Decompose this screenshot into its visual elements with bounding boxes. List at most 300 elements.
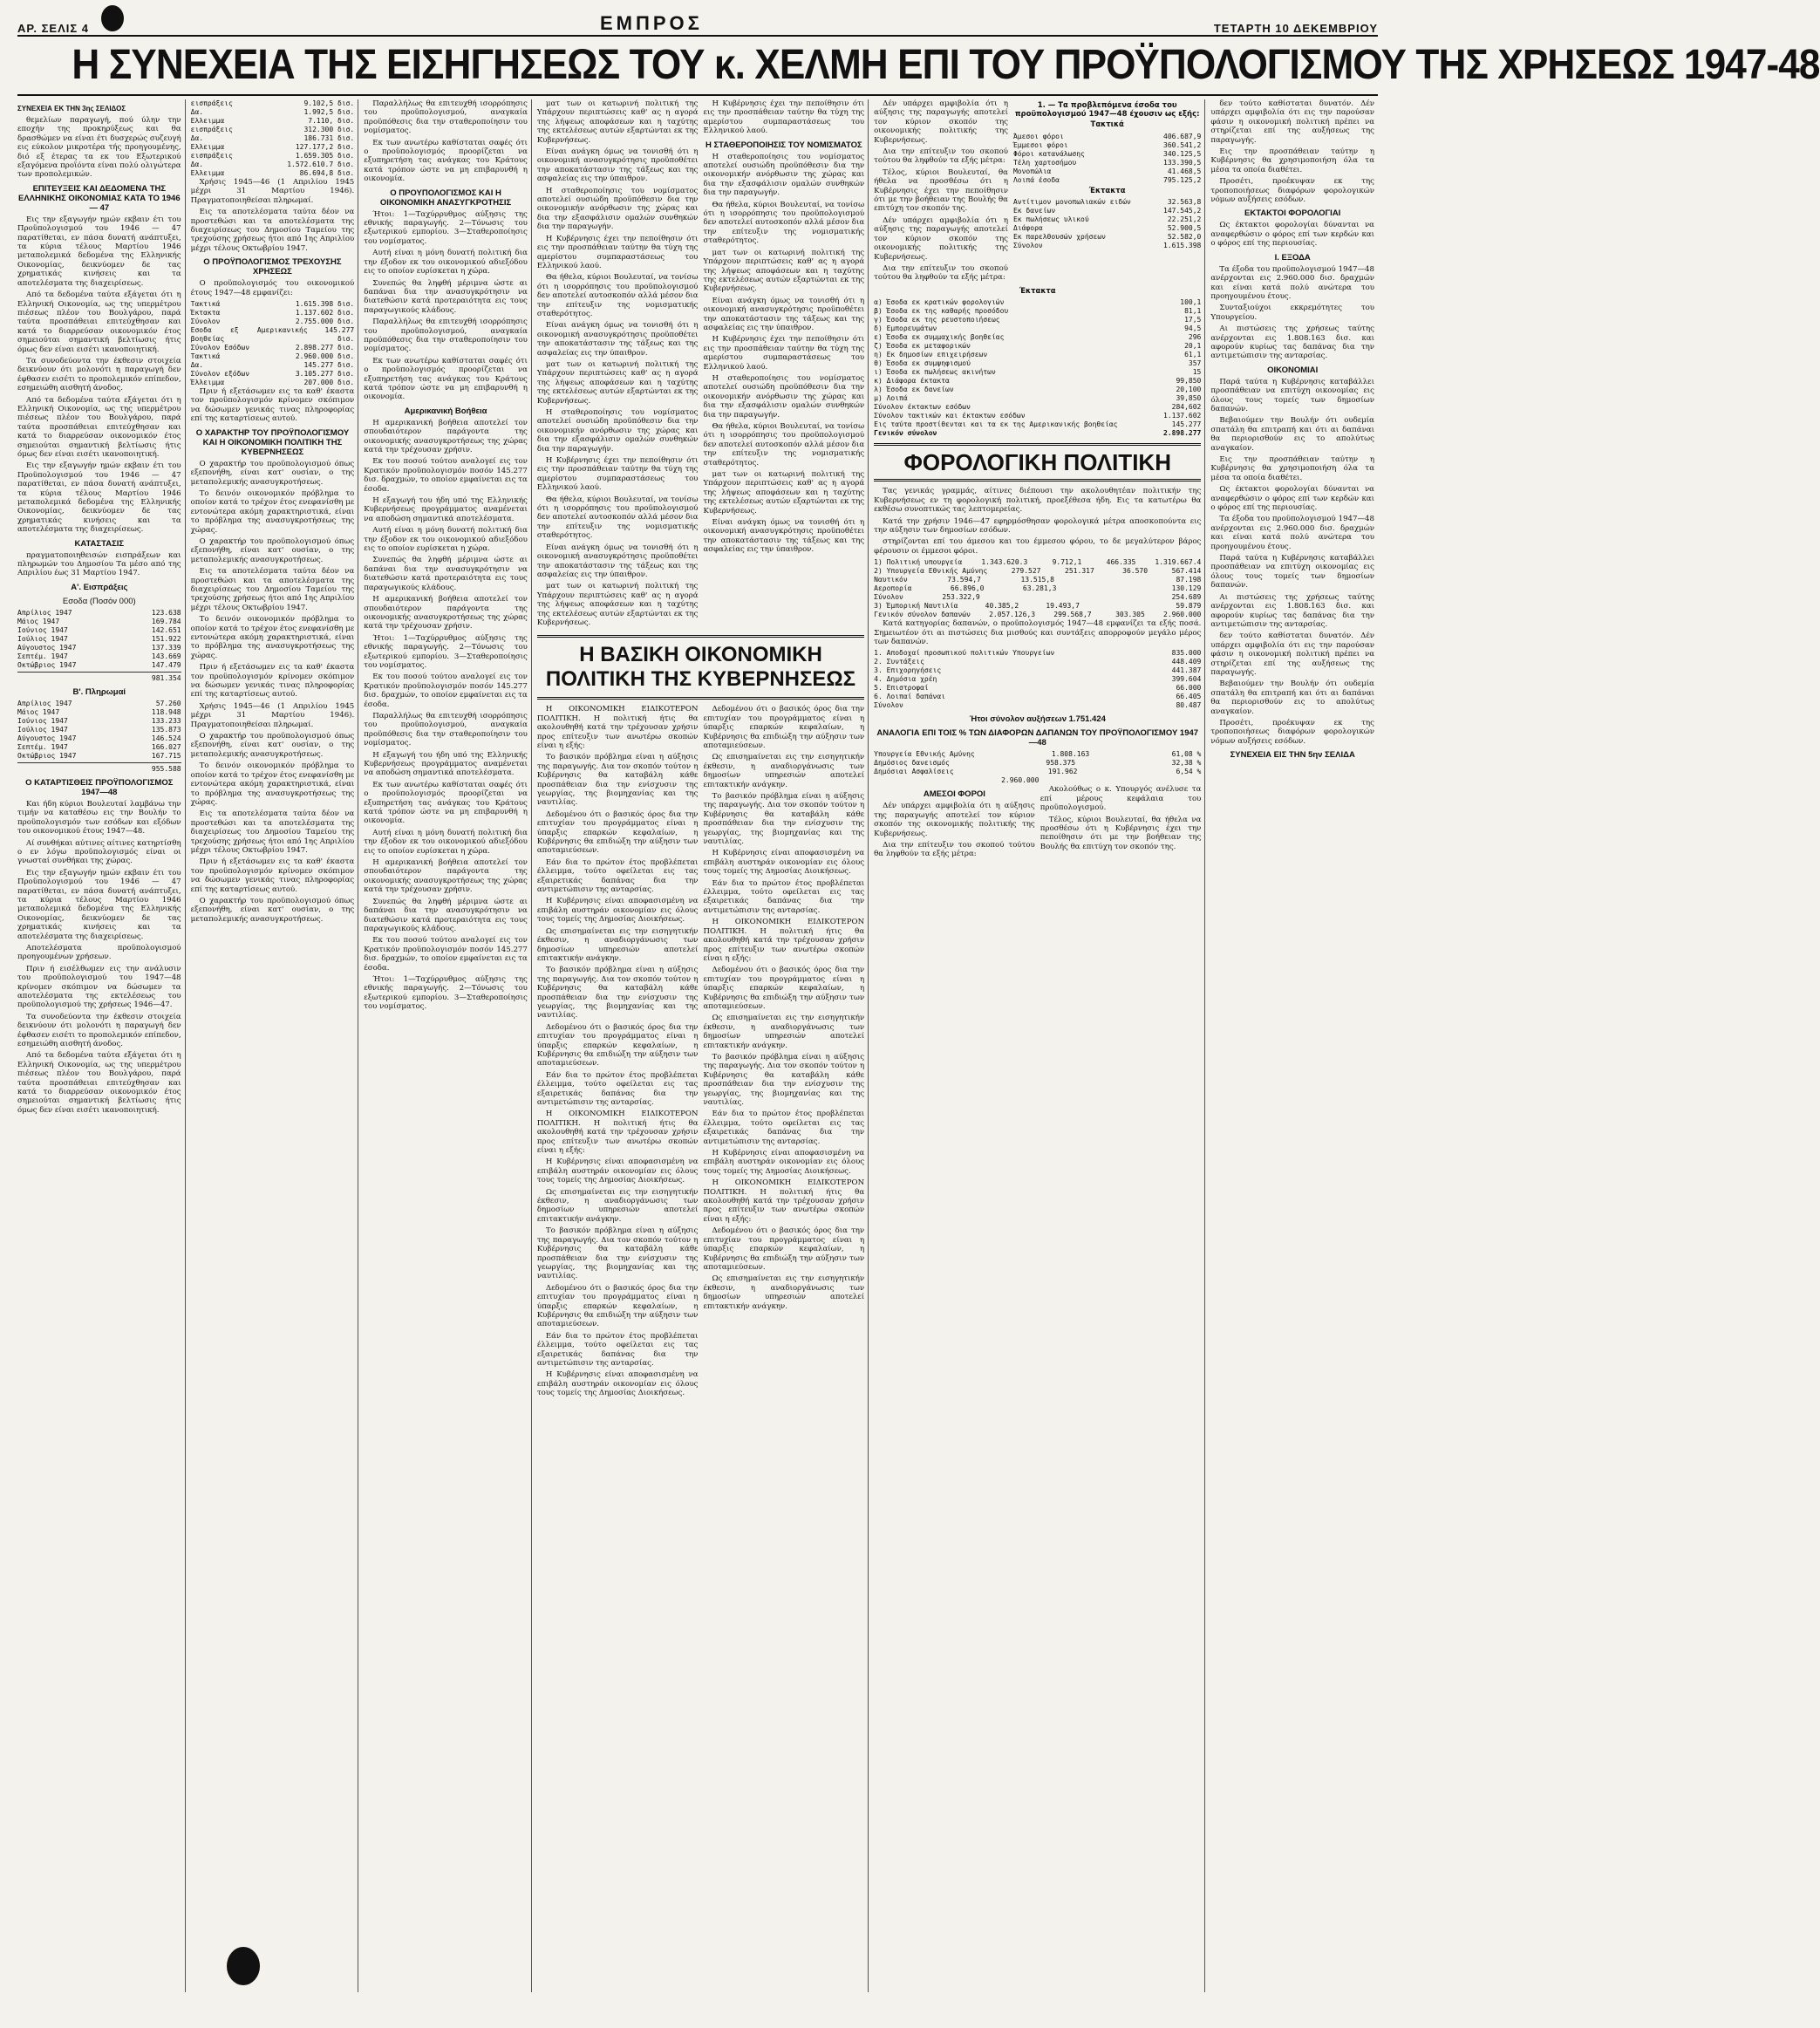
row-value: 39,850: [1176, 394, 1202, 403]
subheading: ΟΙΚΟΝΟΜΙΑΙ: [1267, 365, 1319, 375]
row-value: 406.687,9: [1163, 132, 1202, 140]
receipt-row: [17, 652, 181, 661]
row-label: Ιούλιος 1947: [17, 634, 68, 643]
row-label: Λοιπά έσοδα: [1012, 175, 1060, 184]
row-label: Σύνολον Εσόδων: [190, 344, 250, 352]
paragraph: ματ των οι κατωρινή πολιτική της Υπάρχουν περιπτώσεις καθ' ας η αγορά της λήψεως αποφάσεων και η ταχύτης της εκτελέσεως αυτών εξαρτώνται εκ της Κυβερνήσεως.: [536, 582, 699, 627]
row-label: Οκτώβριος 1947: [17, 751, 77, 760]
paragraph: Προσέτι, προέκυψαν εκ της τροποποιήσεως διαφόρων φορολογικών νόμων αυξήσεις εσόδων.: [1210, 718, 1374, 746]
row-value: 151.922: [151, 634, 181, 643]
paragraph: Εκ του ποσού τούτου αναλογεί εις τον Κρατικόν προϋπολογισμόν ποσόν 145.277 δισ. δραχμών, το οποίον εμφαίνεται εις τα έσοδα.: [364, 673, 528, 709]
subheading: ΕΚΤΑΚΤΟΙ ΦΟΡΟΛΟΓΙΑΙ: [1244, 208, 1341, 219]
sum-label: Σύνολον: [1012, 242, 1043, 250]
expenditure-detail-row: [874, 701, 1201, 710]
paragraph: Η Κυβέρνησις είναι αποφασισμένη να επιβάλη αυστηράν οικονομίαν εις όλους τους τομείς της Δημοσίας Διοικήσεως.: [703, 849, 865, 877]
row-label: εισπράξεις: [190, 126, 233, 133]
paragraph: Πριν ή εξετάσωμεν εις τα καθ' έκαστα τον προϋπολογισμόν κρίνομεν σκόπιμον να δώσωμεν γενικάς τινας πληροφορίας επί της καταρτίσεως αυτού.: [190, 857, 355, 894]
budget-row: [191, 300, 355, 309]
paragraph: Εάν δια το πρώτον έτος προβλέπεται έλλειμμα, τούτο οφείλεται εις τας εξαιρετικάς δαπάνας δια την αντιμετώπισιν της ανταρσίας.: [536, 857, 699, 895]
column-3: [364, 99, 532, 1992]
row-value: 13.515,8: [1020, 576, 1054, 584]
paragraph: δεν τούτο καθίσταται δυνατόν. Δέν υπάρχει αμφιβολία ότι εις την παρούσαν φάσιν η οικονομική πολιτική πρέπει να στηρίζεται επί της αυξήσεως της παραγωγής.: [1210, 99, 1374, 145]
expenditure-detail-row: [874, 658, 1201, 666]
ratio-table: [874, 750, 1201, 785]
row-value: 100,1: [1180, 298, 1202, 307]
paragraph: Κατά την χρήσιν 1946—47 εφηρμόσθησαν φορολογικά μέτρα αποσκοπούντα εις την αύξησιν των δημοσίων εσόδων.: [874, 516, 1202, 535]
extraordinary-revenue: [874, 288, 1201, 439]
row-label: Σύνολον: [190, 318, 221, 326]
row-value: 32.563,8: [1167, 198, 1202, 207]
paragraph: Η αμερικανική βοήθεια αποτελεί τον σπουδαιότερον παράγοντα της οικονομικής ανασυγκροτήσεως της χώρας κατά την τρέχουσαν χρήσιν.: [364, 595, 528, 632]
row-label: Ελλειμμα: [190, 117, 225, 125]
receipt-row: [17, 644, 181, 652]
fiscal-row: [191, 126, 355, 134]
paragraph: Δέν υπάρχει αμφιβολία ότι η αύξησις της παραγωγής αποτελεί τον κύριον σκοπόν της οικονομικής πολιτικής της Κυβερνήσεως.: [874, 802, 1035, 838]
paragraph: Ήτοι: 1—Ταχύρρυθμος αύξησις της εθνικής παραγωγής. 2—Τόνωσις του εξωτερικού εμπορίου. 3—Σταθεροποίησις του νομίσματος.: [364, 209, 528, 246]
row-label: 5. Επιστροφαί: [874, 684, 929, 693]
row-value: 19.493,7: [1046, 602, 1080, 611]
row-label: λ) Έσοδα εκ δανείων: [874, 386, 954, 394]
paragraph: Δέν υπάρχει αμφιβολία ότι η αύξησις της παραγωγής αποτελεί τον κύριον σκοπόν της οικονομικής πολιτικής της Κυβερνήσεως.: [874, 215, 1008, 262]
paragraph: Δια την επίτευξιν του σκοπού τούτου θα ληφθούν τα εξής μέτρα:: [874, 147, 1008, 166]
row-value: 299.568,7: [1053, 611, 1092, 619]
paragraph: Η ΟΙΚΟΝΟΜΙΚΗ ΕΙΔΙΚΟΤΕΡΟΝ ΠΟΛΙΤΙΚΗ. Η πολιτική ήτις θα ακολουθηθή κατά την τρέχουσαν χρήσιν προς επίτευξιν των ανωτέρω σκοπών είναι η εξής:: [536, 705, 699, 750]
paragraph: Θα ήθελα, κύριοι Βουλευταί, να τονίσω ότι η ισορρόπησις του προϋπολογισμού δεν αποτελεί αυτοσκοπόν αλλά μέσον δια την επίτευξιν της νομισματικής σταθερότητος.: [703, 200, 865, 246]
expenditure-detail-row: [874, 675, 1201, 684]
revenue-row: [874, 324, 1201, 333]
revenue-sum: [874, 412, 1201, 420]
row-value: 143.669: [151, 652, 181, 660]
row-label: μ) Λοιπά: [874, 394, 908, 403]
paragraph: Θα ήθελα, κύριοι Βουλευταί, να τονίσω ότι η ισορρόπησις του προϋπολογισμού δεν αποτελεί αυτοσκοπόν αλλά μέσον δια την επίτευξιν της νομισματικής σταθερότητος.: [703, 422, 865, 468]
paragraph: Τα έξοδα του προϋπολογισμού 1947—48 ανέρχονται εις 2.960.000 δισ. δραχμών και είναι κατά πολύ ανώτερα του προηγουμένου έτους.: [1210, 515, 1374, 551]
paragraph: πραγματοποιηθεισών εισπράξεων και πληρωμών του Δημοσίου Τα μέσο από της Απριλίου έως 31 Μαρτίου 1947.: [17, 550, 181, 578]
row-value: 127.177,2 δισ.: [295, 143, 355, 151]
row-label: Τακτικά: [190, 352, 221, 361]
revenue-row: [1013, 198, 1201, 207]
row-value: 61,1: [1184, 351, 1202, 359]
paragraph: Χρήσις 1945—46 (1 Απριλίου 1945 μέχρι 31 Μαρτίου 1946). Πραγματοποιηθείσαι πληρωμαί.: [190, 178, 355, 205]
paragraph: Βεβαιούμεν την Βουλήν ότι ουδεμία σπατάλη θα επιτραπή και ότι αι δαπάναι θα περιορισθούν εις το απολύτως αναγκαίον.: [1210, 416, 1374, 453]
paragraph: Συνεπώς θα ληφθή μέριμνα ώστε αι δαπάναι δια την ανασυγκρότησιν να διατεθώσιν κατά προτεραιότητα εις τους παραγωγικούς κλάδους.: [364, 556, 528, 592]
paragraph: Αι πιστώσεις της χρήσεως ταύτης ανέρχονται εις 1.808.163 δισ. και αφορούν κυρίως τας δαπάνας δια την αντιμετώπισιν της ανταρσίας.: [1210, 592, 1374, 629]
row-value: 1.572.610.7 δισ.: [287, 160, 355, 168]
row-value: 32,38 %: [1171, 759, 1202, 768]
payment-row: [17, 700, 181, 708]
row-label: 1) Πολιτική υπουργεία: [874, 558, 963, 567]
row-value: 357: [1188, 359, 1202, 368]
column-pair: [537, 705, 864, 1400]
paragraph: Είναι ανάγκη όμως να τονισθή ότι η οικονομική ανασυγκρότησις προϋποθέτει την αποκατάστασιν της τάξεως και της ασφαλείας εις την ύπαιθρον.: [536, 543, 699, 579]
column-4-5: [537, 99, 869, 1992]
row-value: 7.110, δισ.: [308, 117, 355, 125]
paragraph: Προσέτι, προέκυψαν εκ της τροποποιήσεως διαφόρων φορολογικών νόμων αυξήσεις εσόδων.: [1210, 177, 1374, 205]
row-value: 41.468,5: [1167, 167, 1202, 175]
budget-row: [191, 379, 355, 387]
row-value: 312.300 δισ.: [303, 126, 355, 133]
sum-value: 284,602: [1171, 403, 1202, 412]
row-value: 6,54 %: [1176, 768, 1202, 776]
row-label: Μονοπώλια: [1012, 167, 1052, 175]
row-label: Έκτακτα: [190, 309, 221, 318]
receipts-total-value: 981.354: [151, 673, 181, 682]
row-value: 360.541,2: [1163, 140, 1202, 149]
paragraph: Τας γενικάς γραμμάς, αίτινες διέπουσι την ακολουθητέαν πολιτικήν της Κυβερνήσεως εν τη φορολογική πολιτική, προεξέθεσα ήδη. Εις τα κατωτέρω θα εκθέσω συνοπτικώς τας λεπτομερείας.: [874, 487, 1202, 515]
paragraph: Ο χαρακτήρ του προϋπολογισμού όπως εξεπονήθη, είναι κατ' ουσίαν, ο της μεταπολεμικής ανασυγκροτήσεως.: [190, 732, 355, 759]
row-label: κ) Διάφορα έκτακτα: [874, 377, 950, 386]
row-value: 133.233: [151, 716, 181, 725]
row-value: 191.962: [1047, 768, 1078, 776]
row-label: Δα.: [190, 361, 204, 370]
subheading: Εσοδα (Ποσόν 000): [62, 596, 136, 606]
column-pair: [874, 99, 1201, 285]
fiscal-figures: [191, 99, 355, 178]
row-value: 279.527: [1011, 567, 1041, 576]
row-label: 6. Λοιπαί δαπάναι: [874, 693, 946, 701]
paragraph: ματ των οι κατωρινή πολιτική της Υπάρχουν περιπτώσεις καθ' ας η αγορά της λήψεως αποφάσεων και η ταχύτης της εκτελέσεως αυτών εξαρτώνται εκ της Κυβερνήσεως.: [536, 99, 699, 145]
paragraph: Η Κυβέρνησις είναι αποφασισμένη να επιβάλη αυστηράν οικονομίαν εις όλους τους τομείς της Δημοσίας Διοικήσεως.: [536, 1370, 699, 1398]
paragraph: Συνεπώς θα ληφθή μέριμνα ώστε αι δαπάναι δια την ανασυγκρότησιν να διατεθώσιν κατά προτεραιότητα εις τους παραγωγικούς κλάδους.: [364, 278, 528, 315]
row-value: 1.808.163: [1051, 750, 1090, 759]
row-value: 87.198: [1176, 576, 1202, 584]
issue-date: ΤΕΤΑΡΤΗ 10 ΔΕΚΕΜΒΡΙΟΥ: [1213, 22, 1378, 35]
paragraph: στηρίζονται επί του άμεσου και του έμμεσου φόρου, το δε μεγαλύτερον βάρος φέρουσιν οι έμμεσοι φόροι.: [874, 537, 1202, 556]
row-value: 567.414: [1171, 567, 1202, 576]
paragraph: Αυτή είναι η μόνη δυνατή πολιτική δια την έξοδον εκ του οικονομικού αδιεξόδου εις το οποίον ευρίσκεται η χώρα.: [364, 828, 528, 856]
row-value: 73.594,7: [947, 576, 981, 584]
revenue-grand-total: [874, 429, 1201, 438]
row-value: 86.694,8 δισ.: [299, 169, 355, 177]
paragraph: Εις τα αποτελέσματα ταύτα δέον να προστεθώσι και τα αποτελέσματα της διαχειρίσεως του Δημοσίου Ταμείου της τρεχούσης χρήσεως ήτοι από 1ης Απριλίου μέχρι τέλους Οκτωβρίου 1947.: [190, 208, 355, 253]
article-columns: [17, 99, 1378, 1992]
paragraph: Ως επισημαίνεται εις την εισηγητικήν έκθεσιν, η αναδιοργάνωσις των δημοσίων υπηρεσιών αποτελεί επιτακτικήν ανάγκην.: [703, 1014, 865, 1050]
paragraph: Δεδομένου ότι ο βασικός όρος δια την επιτυχίαν του προγράμματος είναι η ύπαρξις επαρκών κεφαλαίων, η Κυβέρνησις θα επιδιώξη την αύξησιν των αποταμιεύσεων.: [536, 1022, 699, 1069]
paragraph: Ως επισημαίνεται εις την εισηγητικήν έκθεσιν, η αναδιοργάνωσις των δημοσίων υπηρεσιών αποτελεί επιτακτικήν ανάγκην.: [536, 1187, 699, 1224]
row-label: Εκ πωλήσεως υλικού: [1012, 215, 1089, 224]
paragraph: Η εξαγωγή του ήδη υπό της Ελληνικής Κυβερνήσεως προγράμματος αναμένεται να αποδώση σημαντικά αποτελέσματα.: [364, 496, 528, 523]
row-value: 1.137.602 δισ.: [295, 309, 355, 318]
paragraph: Παραλλήλως θα επιτευχθή ισορρόπησις του προϋπολογισμού, αναγκαία προϋπόθεσις δια την σταθεροποίησιν του νομίσματος.: [364, 318, 528, 354]
row-label: α) Έσοδα εκ κρατικών φορολογιών: [874, 298, 1005, 307]
paragraph: Δεδομένου ότι ο βασικός όρος δια την επιτυχίαν του προγράμματος είναι η ύπαρξις επαρκών κεφαλαίων, η Κυβέρνησις θα επιδιώξη την αύξησιν των αποταμιεύσεων.: [703, 966, 865, 1011]
row-label: η) Εκ δημοσίων επιχειρήσεων: [874, 351, 988, 359]
revenue-row: [874, 394, 1201, 403]
subheading: I. ΕΞΟΔΑ: [1274, 252, 1311, 263]
row-label: Φόροι κατανάλωσης: [1012, 149, 1085, 158]
row-label: Εκ παρελθουσών χρήσεων: [1012, 233, 1106, 242]
expenditure-row: [874, 567, 1201, 576]
row-value: 40.385,2: [985, 602, 1019, 611]
paragraph: Παραλλήλως θα επιτευχθή ισορρόπησις του προϋπολογισμού, αναγκαία προϋπόθεσις δια την σταθεροποίησιν του νομίσματος.: [364, 711, 528, 748]
ink-blot: [101, 5, 124, 31]
row-label: Ελλειμμα: [190, 169, 225, 177]
paragraph: δεν τούτο καθίσταται δυνατόν. Δέν υπάρχει αμφιβολία ότι εις την παρούσαν φάσιν η οικονομική πολιτική πρέπει να στηρίζεται επί της αυξήσεως της παραγωγής.: [1210, 632, 1374, 677]
expenditure-row: [874, 584, 1201, 593]
row-label: Οκτώβριος 1947: [17, 660, 77, 669]
revenue-table: [1013, 99, 1201, 285]
row-label: εισπράξεις: [190, 99, 233, 107]
row-value: 52.582,0: [1167, 233, 1202, 242]
paragraph: Τέλος, κύριοι Βουλευταί, θα ήθελα να προσθέσω ότι η Κυβέρνησις έχει την πεποίθησιν ότι με την βοήθειαν της Βουλής θα επιτύχη τον σκοπόν της.: [1040, 815, 1202, 851]
revenue-subtitle: Τακτικά: [1090, 120, 1124, 130]
row-value: 303.305: [1115, 611, 1145, 619]
paragraph: Ως έκτακτοι φορολογίαι δύνανται να αναφερθώσιν ο φόρος επί των κερδών και ο φόρος επί της περιουσίας.: [1210, 221, 1374, 249]
paragraph: Είναι ανάγκη όμως να τονισθή ότι η οικονομική ανασυγκρότησις προϋποθέτει την αποκατάστασιν της τάξεως και της ασφαλείας εις την ύπαιθρον.: [536, 321, 699, 358]
paragraph: Αι πιστώσεις της χρήσεως ταύτης ανέρχονται εις 1.808.163 δισ. και αφορούν κυρίως τας δαπάνας δια την αντιμετώπισιν της ανταρσίας.: [1210, 324, 1374, 361]
paragraph: Από τα δεδομένα ταύτα εξάγεται ότι η Ελληνική Οικονομία, ως της υπερμέτρου πιέσεως πλέον του Βουλγάρου, παρά ταύτα προσπάθειαι επιτεύχθησαν και κατά το διαρρεύσαν οικονομικόν έτος σημειούται σημαντική βελτίωσις ήτις όμως δεν είναι εισέτι ικανοποιητική.: [17, 290, 181, 354]
revenue-row: [874, 386, 1201, 394]
paragraph: Η ΟΙΚΟΝΟΜΙΚΗ ΕΙΔΙΚΟΤΕΡΟΝ ΠΟΛΙΤΙΚΗ. Η πολιτική ήτις θα ακολουθηθή κατά την τρέχουσαν χρήσιν προς επίτευξιν των ανωτέρω σκοπών είναι η εξής:: [703, 1178, 865, 1224]
column-2: [191, 99, 359, 1992]
revenue-row: [874, 342, 1201, 351]
fiscal-row: [191, 160, 355, 169]
row-value: 145.277 δισ.: [303, 361, 355, 370]
row-label: Δα.: [190, 160, 204, 168]
payments-total: [17, 765, 181, 774]
paragraph: Δέν υπάρχει αμφιβολία ότι η αύξησις της παραγωγής αποτελεί τον κύριον σκοπόν της οικονομικής πολιτικής της Κυβερνήσεως.: [874, 99, 1008, 145]
paragraph: Εις την εξαγωγήν ημών εκβαιν έτι του Προϋπολογισμού του 1946 — 47 παρατίθεται, εν πάσα δυνατή ανάπτυξει, τα κύρια τέλους Μαρτίου 1946 μεταπολεμικά δεδομένα της Ελληνικής Οικονομίας, δεικνύομεν δε τας χρηματικάς κινήσεις και τα αποτελέσματα της διαχειρίσεως.: [17, 215, 181, 288]
row-label: Σύνολον εξόδων: [190, 370, 250, 379]
paragraph: Αί συνθήκαι αύτινες αίτινες κατηρτίσθη ο εν λόγω προϋπολογισμός είναι οι γνωσταί συνθήκαι της χώρας.: [17, 838, 181, 866]
subheading: Ο ΧΑΡΑΚΤΗΡ ΤΟΥ ΠΡΟΫΠΟΛΟΓΙΣΜΟΥ ΚΑΙ Η ΟΙΚΟΝΟΜΙΚΗ ΠΟΛΙΤΙΚΗ ΤΗΣ ΚΥΒΕΡΝΗΣΕΩΣ: [195, 427, 350, 457]
expenditure-row: [874, 593, 1201, 602]
row-value: 147.545,2: [1163, 207, 1202, 215]
ratio-row: [874, 759, 1201, 768]
newspaper-name: ΕΜΠΡΟΣ: [599, 12, 703, 34]
revenue-row: [874, 298, 1201, 307]
continuation-kicker: ΣΥΝΕΧΕΙΑ ΕΚ ΤΗΝ 3ης ΣΕΛΙΔΟΣ: [17, 105, 126, 113]
row-value: 66.405: [1176, 693, 1202, 701]
revenue-subtitle: Έκτακτα: [1088, 186, 1126, 195]
sum-value: 145.277: [1171, 420, 1202, 429]
continued-notice: ΣΥΝΕΧΕΙΑ ΕΙΣ ΤΗΝ 5ην ΣΕΛΙΔΑ: [1230, 750, 1355, 761]
payment-row: [17, 708, 181, 717]
row-value: 399.604: [1171, 675, 1202, 684]
column-4: [537, 99, 699, 630]
row-value: 207.000 δισ.: [303, 379, 355, 387]
expenditure-detail-row: [874, 666, 1201, 675]
receipts-table: [17, 609, 181, 670]
row-label: 3. Επιχορηγήσεις: [874, 666, 942, 675]
row-value: 1.319.667.4: [1155, 558, 1202, 567]
paragraph: Το βασικόν πρόβλημα είναι η αύξησις της παραγωγής. Δια τον σκοπόν τούτον η Κυβέρνησις θα καταβάλη κάθε προσπάθειαν δια την ενίσχυσιν της γεωργίας, της βιομηχανίας και της ναυτιλίας.: [536, 753, 699, 808]
payment-row: [17, 743, 181, 752]
paragraph: Πριν ή εισέλθωμεν εις την ανάλυσιν του προϋπολογισμού του 1947—48 κρίνομεν σκόπιμον να δώσωμεν τα αποτελέσματα της εκτελέσεως του προϋπολογισμού της χρήσεως 1946—47.: [17, 964, 181, 1010]
paragraph: Εις την προσπάθειαν ταύτην η Κυβέρνησις θα χρησιμοποιήση όλα τα μέσα τα οποία διαθέτει.: [1210, 147, 1374, 174]
headline-rule: [17, 94, 1378, 96]
row-value: 1.343.620.3: [981, 558, 1028, 567]
paragraph: Θα ήθελα, κύριοι Βουλευταί, να τονίσω ότι η ισορρόπησις του προϋπολογισμού δεν αποτελεί αυτοσκοπόν αλλά μέσον δια την επίτευξιν της νομισματικής σταθερότητος.: [536, 495, 699, 541]
payment-row: [17, 734, 181, 743]
paragraph: Συνταξιούχοι εκκρεμότητες του Υπουργείου.: [1210, 304, 1374, 322]
ratio-row: [874, 750, 1201, 759]
fiscal-row: [191, 108, 355, 117]
paragraph: Δεδομένου ότι ο βασικός όρος δια την επιτυχίαν του προγράμματος είναι η ύπαρξις επαρκών κεφαλαίων, η Κυβέρνησις θα επιδιώξη την αύξησιν των αποταμιεύσεων.: [536, 1283, 699, 1329]
row-value: 795.125,2: [1163, 175, 1202, 184]
paragraph: Πριν ή εξετάσωμεν εις τα καθ' έκαστα τον προϋπολογισμόν κρίνομεν σκόπιμον να δώσωμεν γενικάς τινας πληροφορίας επί της καταρτίσεως αυτού.: [190, 387, 355, 424]
paragraph: Είναι ανάγκη όμως να τονισθή ότι η οικονομική ανασυγκρότησις προϋποθέτει την αποκατάστασιν της τάξεως και της ασφαλείας εις την ύπαιθρον.: [703, 296, 865, 332]
row-label: Απρίλιος 1947: [17, 699, 72, 707]
row-value: 118.948: [151, 707, 181, 716]
expenditure-detail-table: [874, 649, 1201, 710]
row-label: Γενικόν σύνολον δαπανών: [874, 611, 971, 619]
row-value: 61,08 %: [1171, 750, 1202, 759]
paragraph: Το βασικόν πρόβλημα είναι η αύξησις της παραγωγής. Δια τον σκοπόν τούτον η Κυβέρνησις θα καταβάλη κάθε προσπάθειαν δια την ενίσχυσιν της γεωργίας, της βιομηχανίας και της ναυτιλίας.: [703, 792, 865, 847]
paragraph: Είναι ανάγκη όμως να τονισθή ότι η οικονομική ανασυγκρότησις προϋποθέτει την αποκατάστασιν της τάξεως και της ασφαλείας εις την ύπαιθρον.: [536, 147, 699, 184]
budget-row: [191, 326, 355, 344]
subheading: ΑΜΕΣΟΙ ΦΟΡΟΙ: [923, 789, 985, 800]
expenditure-row: [874, 558, 1201, 567]
row-label: Αύγουστος 1947: [17, 643, 77, 652]
row-value: 145.277 δισ.: [324, 326, 355, 344]
page-number: ΑΡ. ΣΕΛΙΣ 4: [17, 22, 90, 35]
row-value: 2.755.000 δισ.: [295, 318, 355, 326]
paragraph: Από τα δεδομένα ταύτα εξάγεται ότι η Ελληνική Οικονομία, ως της υπερμέτρου πιέσεως πλέον του Βουλγάρου, παρά ταύτα προσπάθειαι επιτεύχθησαν και κατά το διαρρεύσαν οικονομικόν έτος σημειούται σημαντική βελτίωσις ήτις όμως δεν είναι εισέτι ικανοποιητική.: [17, 1051, 181, 1115]
row-value: 1.659.305 δισ.: [295, 152, 355, 160]
row-value: 3.105.277 δισ.: [295, 370, 355, 379]
row-value: 835.000: [1171, 649, 1202, 658]
row-label: Ιούνιος 1947: [17, 716, 68, 725]
paragraph: Ως επισημαίνεται εις την εισηγητικήν έκθεσιν, η αναδιοργάνωσις των δημοσίων υπηρεσιών αποτελεί επιτακτικήν ανάγκην.: [536, 926, 699, 963]
row-label: Έλλειμμα: [190, 379, 225, 387]
row-label: Διάφορα: [1012, 224, 1043, 233]
section-heading-tax-policy: ΦΟΡΟΛΟΓΙΚΗ ΠΟΛΙΤΙΚΗ: [874, 443, 1201, 481]
revenue-sum: [874, 420, 1201, 429]
subheading: Α'. Εισπράξεις: [71, 582, 128, 592]
paragraph: Η Κυβέρνησις είναι αποφασισμένη να επιβάλη αυστηράν οικονομίαν εις όλους τους τομείς της Δημοσίας Διοικήσεως.: [536, 897, 699, 925]
revenue-row: [874, 377, 1201, 386]
revenue-subtitle: Έκτακτα: [1019, 286, 1056, 296]
row-label: Υπουργεία Εθνικής Αμύνης: [874, 750, 975, 759]
row-label: Εσοδα εξ Αμερικανικής βοηθείας: [190, 326, 308, 344]
revenue-table-title: 1. — Τα προβλεπόμενα έσοδα του προϋπολογισμού 1947—48 έχουσιν ως εξής:: [1014, 101, 1200, 119]
paragraph: Εάν δια το πρώτον έτος προβλέπεται έλλειμμα, τούτο οφείλεται εις τας εξαιρετικάς δαπάνας δια την αντιμετώπισιν της ανταρσίας.: [703, 878, 865, 915]
ratio-row: [874, 776, 1201, 785]
paragraph: Ο χαρακτήρ του προϋπολογισμού όπως εξεπονήθη, είναι κατ' ουσίαν, ο της μεταπολεμικής ανασυγκροτήσεως.: [190, 896, 355, 924]
revenue-row: [1013, 133, 1201, 141]
row-value: 9.712,1: [1052, 558, 1082, 567]
row-value: 9.102,5 δισ.: [303, 99, 355, 107]
row-label: Μάιος 1947: [17, 617, 60, 625]
paragraph: Η Κυβέρνησις έχει την πεποίθησιν ότι εις την προσπάθειαν ταύτην θα τύχη της αμερίστου συμπαραστάσεως του Ελληνικού λαού.: [703, 99, 865, 136]
paragraph: Παραλλήλως θα επιτευχθή ισορρόπησις του προϋπολογισμού, αναγκαία προϋπόθεσις δια την σταθεροποίησιν του νομίσματος.: [364, 99, 528, 136]
paragraph: Η Κυβέρνησις είναι αποφασισμένη να επιβάλη αυστηράν οικονομίαν εις όλους τους τομείς της Δημοσίας Διοικήσεως.: [536, 1157, 699, 1185]
row-label: Απρίλιος 1947: [17, 608, 72, 617]
column-6: [874, 99, 1008, 285]
paragraph: ματ των οι κατωρινή πολιτική της Υπάρχουν περιπτώσεις καθ' ας η αγορά της λήψεως αποφάσεων και η ταχύτης της εκτελέσεως αυτών εξαρτώνται εκ της Κυβερνήσεως.: [703, 470, 865, 516]
revenue-row: [874, 359, 1201, 368]
expenditure-row: [874, 576, 1201, 584]
row-value: 2.898.277 δισ.: [295, 344, 355, 352]
row-value: 2.960.000 δισ.: [295, 352, 355, 361]
revenue-row: [1013, 176, 1201, 185]
expenditure-table: [874, 558, 1201, 619]
paragraph: Η σταθεροποίησις του νομίσματος αποτελεί ουσιώδη προϋπόθεσιν δια την οικονομικήν ανόρθωσιν της χώρας και δια την εξασφάλισιν ομαλών συνθηκών δια την παραγωγήν.: [536, 408, 699, 454]
subheading: ΑΝΑΛΟΓΙΑ ΕΠΙ ΤΟΙΣ % ΤΩΝ ΔΙΑΦΟΡΩΝ ΔΑΠΑΝΩΝ ΤΟΥ ΠΡΟΫΠΟΛΟΓΙΣΜΟΥ 1947—48: [876, 728, 1199, 748]
paragraph: Εκ του ποσού τούτου αναλογεί εις τον Κρατικόν προϋπολογισμόν ποσόν 145.277 δισ. δραχμών, το οποίον εμφαίνεται εις τα έσοδα.: [364, 457, 528, 494]
paragraph: Η ΟΙΚΟΝΟΜΙΚΗ ΕΙΔΙΚΟΤΕΡΟΝ ΠΟΛΙΤΙΚΗ. Η πολιτική ήτις θα ακολουθηθή κατά την τρέχουσαν χρήσιν προς επίτευξιν των ανωτέρω σκοπών είναι η εξής:: [703, 918, 865, 963]
row-label: εισπράξεις: [190, 152, 233, 160]
receipt-row: [17, 618, 181, 626]
paragraph: Η Κυβέρνησις είναι αποφασισμένη να επιβάλη αυστηράν οικονομίαν εις όλους τους τομείς της Δημοσίας Διοικήσεως.: [703, 1149, 865, 1176]
row-value: 52.900,5: [1167, 224, 1202, 233]
sum-line: Ήτοι σύνολον αυξήσεων 1.751.424: [969, 714, 1106, 725]
paragraph: Η σταθεροποίησις του νομίσματος αποτελεί ουσιώδη προϋπόθεσιν δια την οικονομικήν ανόρθωσιν της χώρας και δια την εξασφάλισιν ομαλών συνθηκών δια την παραγωγήν.: [703, 373, 865, 420]
budget-row: [191, 309, 355, 318]
row-value: 146.524: [151, 734, 181, 742]
row-label: Αύγουστος 1947: [17, 734, 77, 742]
paragraph: Είναι ανάγκη όμως να τονισθή ότι η οικονομική ανασυγκρότησις προϋποθέτει την αποκατάστασιν της τάξεως και της ασφαλείας εις την ύπαιθρον.: [703, 518, 865, 555]
subheading: Ο ΚΑΤΑΡΤΙΣΘΕΙΣ ΠΡΟΫΠΟΛΟΓΙΣΜΟΣ 1947—48: [25, 777, 174, 797]
payments-table: [17, 700, 181, 761]
paragraph: Το βασικόν πρόβλημα είναι η αύξησις της παραγωγής. Δια τον σκοπόν τούτον η Κυβέρνησις θα καταβάλη κάθε προσπάθειαν δια την ενίσχυσιν της γεωργίας, της βιομηχανίας και της ναυτιλίας.: [536, 966, 699, 1021]
paragraph: Ακολούθως ο κ. Υπουργός ανέλυσε τα επί μέρους κεφάλαια του προϋπολογισμού.: [1040, 785, 1202, 813]
budget-row: [191, 370, 355, 379]
expenditure-detail-row: [874, 693, 1201, 701]
fiscal-row: [191, 152, 355, 160]
paragraph: Η εξαγωγή του ήδη υπό της Ελληνικής Κυβερνήσεως προγράμματος αναμένεται να αποδώση σημαντικά αποτελέσματα.: [364, 750, 528, 778]
row-label: Σύνολον: [874, 701, 903, 710]
row-value: 63.281,3: [1022, 584, 1057, 593]
row-label: Εκ δανείων: [1012, 207, 1056, 215]
row-label: θ) Έσοδα εκ συμψηφισμού: [874, 359, 971, 368]
row-value: [1094, 584, 1128, 593]
row-value: 66.896,0: [950, 584, 985, 593]
row-value: 1.992,5 δισ.: [303, 108, 355, 116]
sum-value: 1.615.398: [1163, 242, 1202, 250]
paragraph: Πριν ή εξετάσωμεν εις τα καθ' έκαστα τον προϋπολογισμόν κρίνομεν σκόπιμον να δώσωμεν γενικάς τινας πληροφορίας επί της καταρτίσεως αυτού.: [190, 663, 355, 700]
paragraph: Και ήδη κύριοι Βουλευταί λαμβάνω την τιμήν να καταθέσω εις την Βουλήν το προϋπολογισμόν των εσόδων και εξόδων του οικονομικού έτους 1947—48.: [17, 799, 181, 836]
paragraph: Εκ των ανωτέρω καθίσταται σαφές ότι ο προϋπολογισμός προορίζεται να εξυπηρετήση τας ανάγκας του Κράτους κατά τρόπον ώστε να μη επιβαρυνθή η οικονομία.: [364, 780, 528, 826]
row-value: 57.260: [155, 699, 181, 707]
sum-label: Γενικόν σύνολον: [874, 429, 937, 438]
paragraph: Το δεινόν οικονομικόν πρόβλημα το οποίον κατά το τρέχον έτος ενεφανίσθη με εντονώτερα ακόμη χαρακτηριστικά, είναι το πρόβλημα της ανασυγκροτήσεως της χώρας.: [190, 488, 355, 535]
row-label: Σύνολον: [874, 593, 903, 602]
payments-total-value: 955.588: [151, 764, 181, 773]
paragraph: Τα έξοδα του προϋπολογισμού 1947—48 ανέρχονται εις 2.960.000 δισ. δραχμών και είναι κατά πολύ ανώτερα του προηγουμένου έτους.: [1210, 264, 1374, 301]
paragraph: Εάν δια το πρώτον έτος προβλέπεται έλλειμμα, τούτο οφείλεται εις τας εξαιρετικάς δαπάνας δια την αντιμετώπισιν της ανταρσίας.: [703, 1110, 865, 1146]
row-value: 137.339: [151, 643, 181, 652]
expenditure-detail-row: [874, 649, 1201, 658]
row-value: 59.879: [1176, 602, 1202, 611]
ratio-row: [874, 768, 1201, 776]
expenditure-row: [874, 602, 1201, 611]
row-value: 80.487: [1176, 701, 1202, 710]
paragraph: Εις τα αποτελέσματα ταύτα δέον να προστεθώσι και τα αποτελέσματα της διαχειρίσεως του Δημοσίου Ταμείου της τρεχούσης χρήσεως ήτοι από 1ης Απριλίου μέχρι τέλους Οκτωβρίου 1947.: [190, 567, 355, 612]
sum-label: Εις ταύτα προστίθενται και τα εκ της Αμερικανικής βοηθείας: [874, 420, 1118, 429]
row-label: 3) Έμπορική Ναυτιλία: [874, 602, 958, 611]
paragraph: Εις την προσπάθειαν ταύτην η Κυβέρνησις θα χρησιμοποιήση όλα τα μέσα τα οποία διαθέτει.: [1210, 455, 1374, 482]
row-label: ι) Έσοδα εκ πωλήσεως ακινήτων: [874, 368, 996, 377]
paragraph: ματ των οι κατωρινή πολιτική της Υπάρχουν περιπτώσεις καθ' ας η αγορά της λήψεως αποφάσεων και η ταχύτης της εκτελέσεως αυτών εξαρτώνται εκ της Κυβερνήσεως.: [536, 359, 699, 406]
payment-row: [17, 717, 181, 726]
column-8: [1210, 99, 1378, 1992]
row-label: β) Έσοδα εκ της καθαρής προσόδου: [874, 307, 1009, 316]
receipt-row: [17, 661, 181, 670]
section-heading-basic-policy: Η ΒΑΣΙΚΗ ΟΙΚΟΝΟΜΙΚΗ ΠΟΛΙΤΙΚΗ ΤΗΣ ΚΥΒΕΡΝΗΣΕΩΣ: [537, 635, 864, 700]
row-label: Αεροπορία: [874, 584, 912, 593]
paragraph: Εις την εξαγωγήν ημών εκβαιν έτι του Προϋπολογισμού του 1946 — 47 παρατίθεται, εν πάσα δυνατή ανάπτυξει, τα κύρια τέλους Μαρτίου 1946 μεταπολεμικά δεδομένα της Ελληνικής Οικονομίας, δεικνύομεν δε τας χρηματικάς κινήσεις και τα αποτελέσματα της διαχειρίσεως.: [17, 461, 181, 535]
paragraph: Κατά κατηγορίας δαπανών, ο προϋπολογισμός 1947—48 εμφανίζει τα εξής ποσά. Σημειωτέον ότι αι πιστώσεις δια μισθούς και συντάξεις απορροφούν μεγάλο μέρος των δαπανών.: [874, 619, 1202, 646]
paragraph: Το δεινόν οικονομικόν πρόβλημα το οποίον κατά το τρέχον έτος ενεφανίσθη με εντονώτερα ακόμη χαρακτηριστικά, είναι το πρόβλημα της ανασυγκροτήσεως της χώρας.: [190, 615, 355, 660]
newspaper-page: [17, 12, 1820, 2001]
fiscal-row: [191, 169, 355, 178]
table-rule: [17, 762, 181, 763]
paragraph: Εκ των ανωτέρω καθίσταται σαφές ότι ο προϋπολογισμός προορίζεται να εξυπηρετήση τας ανάγκας του Κράτους κατά τρόπον ώστε να μη επιβαρυνθή η οικονομία.: [364, 138, 528, 184]
column-4b: [537, 705, 699, 1400]
sum-value: 1.137.602: [1163, 412, 1202, 420]
paragraph: Ο χαρακτήρ του προϋπολογισμού όπως εξεπονήθη, είναι κατ' ουσίαν, ο της μεταπολεμικής ανασυγκροτήσεως.: [190, 536, 355, 564]
